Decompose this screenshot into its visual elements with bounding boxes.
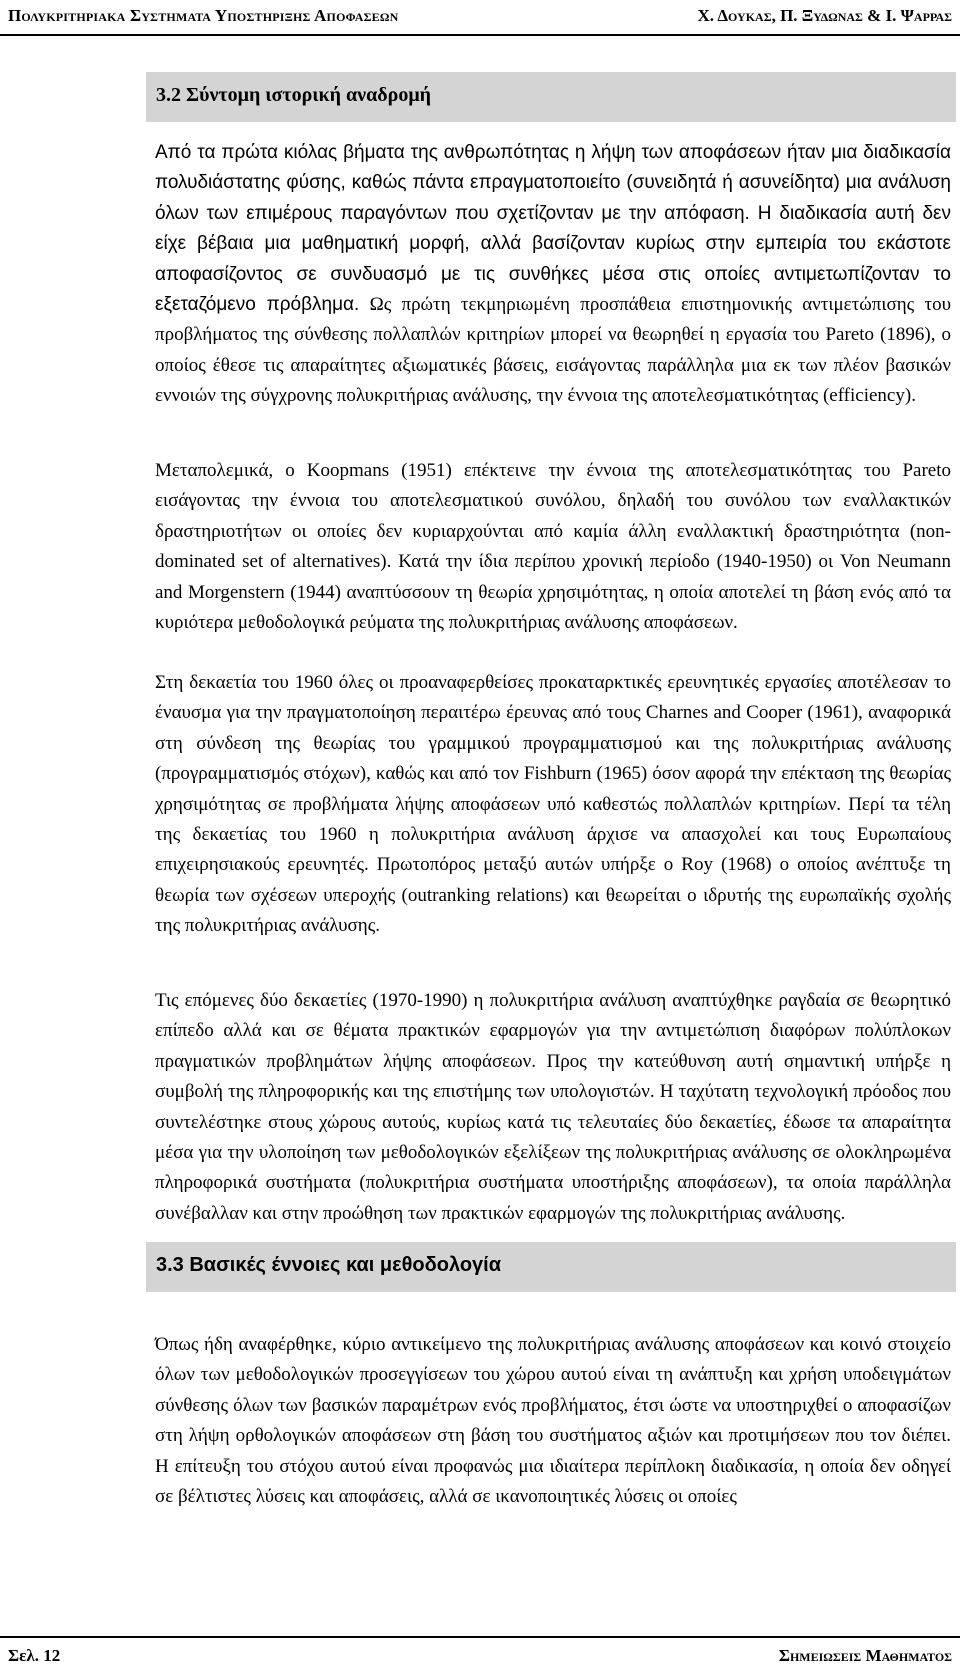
header-authors: Χ. Δουκας, Π. Ξυδωνας & Ι. Ψαρρας <box>697 6 952 25</box>
paragraph-history-4 <box>155 986 951 1229</box>
paragraph-history-2 <box>155 456 951 638</box>
section-title: 3.2 Σύντομη ιστορική αναδρομή <box>156 84 432 106</box>
section-heading-3-3 <box>146 1242 956 1292</box>
paragraph-concepts-1 <box>155 1330 951 1512</box>
header-book-title: Πολυκριτηριακα Συστηματα Υποστηριξης Αποφασεων <box>8 6 399 25</box>
paragraph-text-serif: Ως πρώτη τεκμηριωμένη προσπάθεια επιστημονικής αντιμετώπισης του προβλήματος της σύνθεσης πολλαπλών κριτηρίων μπορεί να θεωρηθεί η εργασία του Pareto (1896), ο οποίος έθεσε τις απαραίτητες αξιωματικές βάσεις, εισάγοντας παράλληλα μια εκ των πλέον βασικών εννοιών της σύγχρονης πολυκριτήριας ανάλυσης, την έννοια της αποτελεσματικότητας (efficiency). <box>155 294 952 407</box>
page-footer <box>0 1636 960 1674</box>
paragraph-text-sans: Από τα πρώτα κιόλας βήματα της ανθρωπότητας η λήψη των αποφάσεων ήταν μια διαδικασία πολυδιάστατης φύσης, καθώς πάντα επραγματοποιείτο (συνειδητά ή ασυνείδητα) μια ανάλυση όλων των επιμέρους παραγόντων που σχετίζονταν με την απόφαση. Η διαδικασία αυτή δεν είχε βέβαια μια μαθηματική μορφή, αλλά βασίζονταν κυρίως στην εμπειρία του εκάστοτε αποφασίζοντος σε συνδυασμό με τις συνθήκες μέσα στις οποίες αντιμετωπίζονταν το εξεταζόμενο πρόβλημα. <box>155 142 951 316</box>
paragraph-history-1 <box>155 138 951 412</box>
running-header <box>0 0 960 36</box>
footer-course-notes: Σημειωσεις Μαθηματος <box>778 1646 952 1665</box>
section-heading-3-2 <box>146 72 956 122</box>
paragraph-text: Στη δεκαετία του 1960 όλες οι προαναφερθείσες προκαταρκτικές ερευνητικές εργασίες αποτέλεσαν το έναυσμα για την πραγματοποίηση περαιτέρω έρευνας από τους Charnes and Cooper (1961), αναφορικά στη σύνδεση της θεωρίας του γραμμικού προγραμματισμού και της πολυκριτήριας ανάλυσης (προγραμματισμός στόχων), καθώς και από τον Fishburn (1965) όσον αφορά την επέκταση της θεωρίας χρησιμότητας σε προβλήματα λήψης αποφάσεων υπό καθεστώς πολλαπλών κριτηρίων. Περί τα τέλη της δεκαετίας του 1960 η πολυκριτήρια ανάλυση άρχισε να απασχολεί και τους Ευρωπαίους επιχειρησιακούς ερευνητές. Πρωτοπόρος μεταξύ αυτών υπήρξε ο Roy (1968) ο οποίος ανέπτυξε τη θεωρία των σχέσεων υπεροχής (outranking relations) και θεωρείται ο ιδρυτής της ευρωπαϊκής σχολής της πολυκριτήριας ανάλυσης. <box>155 672 951 937</box>
page-number: Σελ. 12 <box>8 1646 61 1665</box>
section-title: 3.3 Βασικές έννοιες και μεθοδολογία <box>156 1254 502 1276</box>
paragraph-text: Μεταπολεμικά, ο Koopmans (1951) επέκτεινε την έννοια της αποτελεσματικότητας του Pareto εισάγοντας την έννοια του αποτελεσματικού συνόλου, δηλαδή του συνόλου των εναλλακτικών δραστηριοτήτων οι οποίες δεν κυριαρχούνται από καμία άλλη εναλλακτική δραστηριότητα (non-dominated set of alternatives). Κατά την ίδια περίπου χρονική περίοδο (1940-1950) οι Von Neumann and Morgenstern (1944) αναπτύσσουν τη θεωρία χρησιμότητας, η οποία αποτελεί τη βάση ενός από τα κυριότερα μεθοδολογικά ρεύματα της πολυκριτήριας ανάλυσης αποφάσεων. <box>155 460 951 634</box>
paragraph-text: Τις επόμενες δύο δεκαετίες (1970-1990) η πολυκριτήρια ανάλυση αναπτύχθηκε ραγδαία σε θεωρητικό επίπεδο αλλά και σε θέματα πρακτικών εφαρμογών για την αντιμετώπιση διαφόρων πολύπλοκων πραγματικών προβλημάτων λήψης αποφάσεων. Προς την κατεύθυνση αυτή σημαντική υπήρξε η συμβολή της πληροφορικής και της επιστήμης των υπολογιστών. Η ταχύτατη τεχνολογική πρόοδος που συντελέστηκε στους χώρους αυτούς, κυρίως κατά τις τελευταίες δύο δεκαετίες, έδωσε τα απαραίτητα μέσα για την υλοποίηση των μεθοδολογικών εξελίξεων της πολυκριτήριας ανάλυσης σε ολοκληρωμένα πληροφορικά συστήματα (πολυκριτήρια συστήματα υποστήριξης αποφάσεων), τα οποία παράλληλα συνέβαλλαν και στην προώθηση των πρακτικών εφαρμογών της πολυκριτήριας ανάλυσης. <box>155 990 951 1224</box>
paragraph-text: Όπως ήδη αναφέρθηκε, κύριο αντικείμενο της πολυκριτήριας ανάλυσης αποφάσεων και κοινό στοιχείο όλων των μεθοδολογικών προσεγγίσεων του χώρου αυτού είναι τη ανάπτυξη και χρήση υποδειγμάτων σύνθεσης όλων των βασικών παραμέτρων ενός προβλήματος, έτσι ώστε να υποστηριχθεί ο αποφασίζων στη λήψη ορθολογικών αποφάσεων στη βάση του συστήματος αξιών και προτιμήσεων που τον διέπει. Η επίτευξη του στόχου αυτού είναι προφανώς μια ιδιαίτερα περίπλοκη διαδικασία, η οποία δεν οδηγεί σε βέλτιστες λύσεις και αποφάσεις, αλλά σε ικανοποιητικές λύσεις οι οποίες <box>155 1334 951 1508</box>
paragraph-history-3 <box>155 668 951 942</box>
